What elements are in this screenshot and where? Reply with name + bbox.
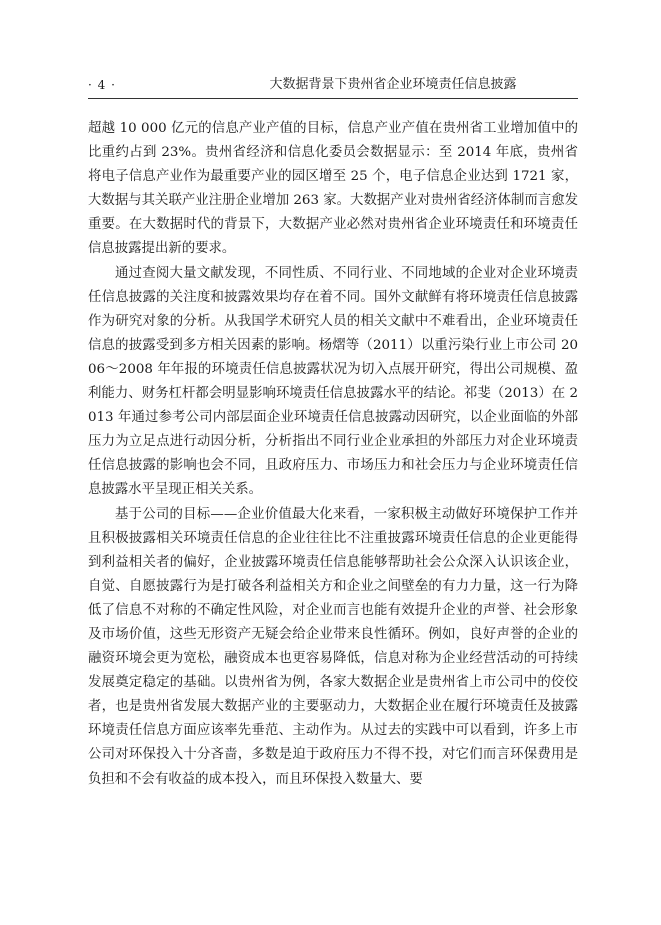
body-text xyxy=(88,117,578,792)
header-rule xyxy=(88,98,578,99)
running-title: 大数据背景下贵州省企业环境责任信息披露 xyxy=(269,77,517,92)
page-header xyxy=(88,76,578,98)
page-number: · 4 · xyxy=(88,78,116,92)
paragraph-enterprise-value: 基于公司的目标——企业价值最大化来看，一家积极主动做好环境保护工作并且积极披露相关环境责任信息的企业往往比不注重披露环境责任信息的企业更能得到利益相关者的偏好，企业披露环境责任信息能够帮助社会公众深入认识该企业，自觉、自愿披露行为是打破各利益相关方和企业之间壁垒的有力力量，这一行为降低了信息不对称的不确定性风险，对企业而言也能有效提升企业的声誉、社会形象及市场价值，这些无形资产无疑会给企业带来良性循环。例如，良好声誉的企业的融资环境会更为宽松，融资成本也更容易降低，信息对称为企业经营活动的可持续发展奠定稳定的基础。以贵州省为例，各家大数据企业是贵州省上市公司中的佼佼者，也是贵州省发展大数据产业的主要驱动力，大数据企业在履行环境责任及披露环境责任信息方面应该率先垂范、主动作为。从过去的实践中可以看到，许多上市公司对环保投入十分吝啬，多数是迫于政府压力不得不投，对它们而言环保费用是负担和不会有收益的成本投入，而且环保投入数量大、要 xyxy=(88,506,578,787)
paragraph-continued: 超越 10 000 亿元的信息产业产值的目标，信息产业产值在贵州省工业增加值中的比重约占到 23%。贵州省经济和信息化委员会数据显示：至 2014 年底，贵州省将电子信息产业作为最重要产业的园区增至 25 个，电子信息企业达到 1721 家，大数据与其关联产业注册企业增加 263 家。大数据产业对贵州省经济体制而言愈发重要。在大数据时代的背景下，大数据产业必然对贵州省企业环境责任和环境责任信息披露提出新的要求。 xyxy=(88,121,578,257)
paragraph-literature-review: 通过查阅大量文献发现，不同性质、不同行业、不同地域的企业对企业环境责任信息披露的关注度和披露效果均存在着不同。国外文献鲜有将环境责任信息披露作为研究对象的分析。从我国学术研究人员的相关文献中不难看出，企业环境责任信息的披露受到多方相关因素的影响。杨熠等（2011）以重污染行业上市公司 2006～2008 年年报的环境责任信息披露状况为切入点展开研究，得出公司规模、盈利能力、财务杠杆都会明显影响环境责任信息披露水平的结论。祁斐（2013）在 2013 年通过参考公司内部层面企业环境责任信息披露动因研究，以企业面临的外部压力为立足点进行动因分析，分析指出不同行业企业承担的外部压力对企业环境责任信息披露的影响也会不同，且政府压力、市场压力和社会压力与企业环境责任信息披露水平呈现正相关关系。 xyxy=(88,265,578,498)
